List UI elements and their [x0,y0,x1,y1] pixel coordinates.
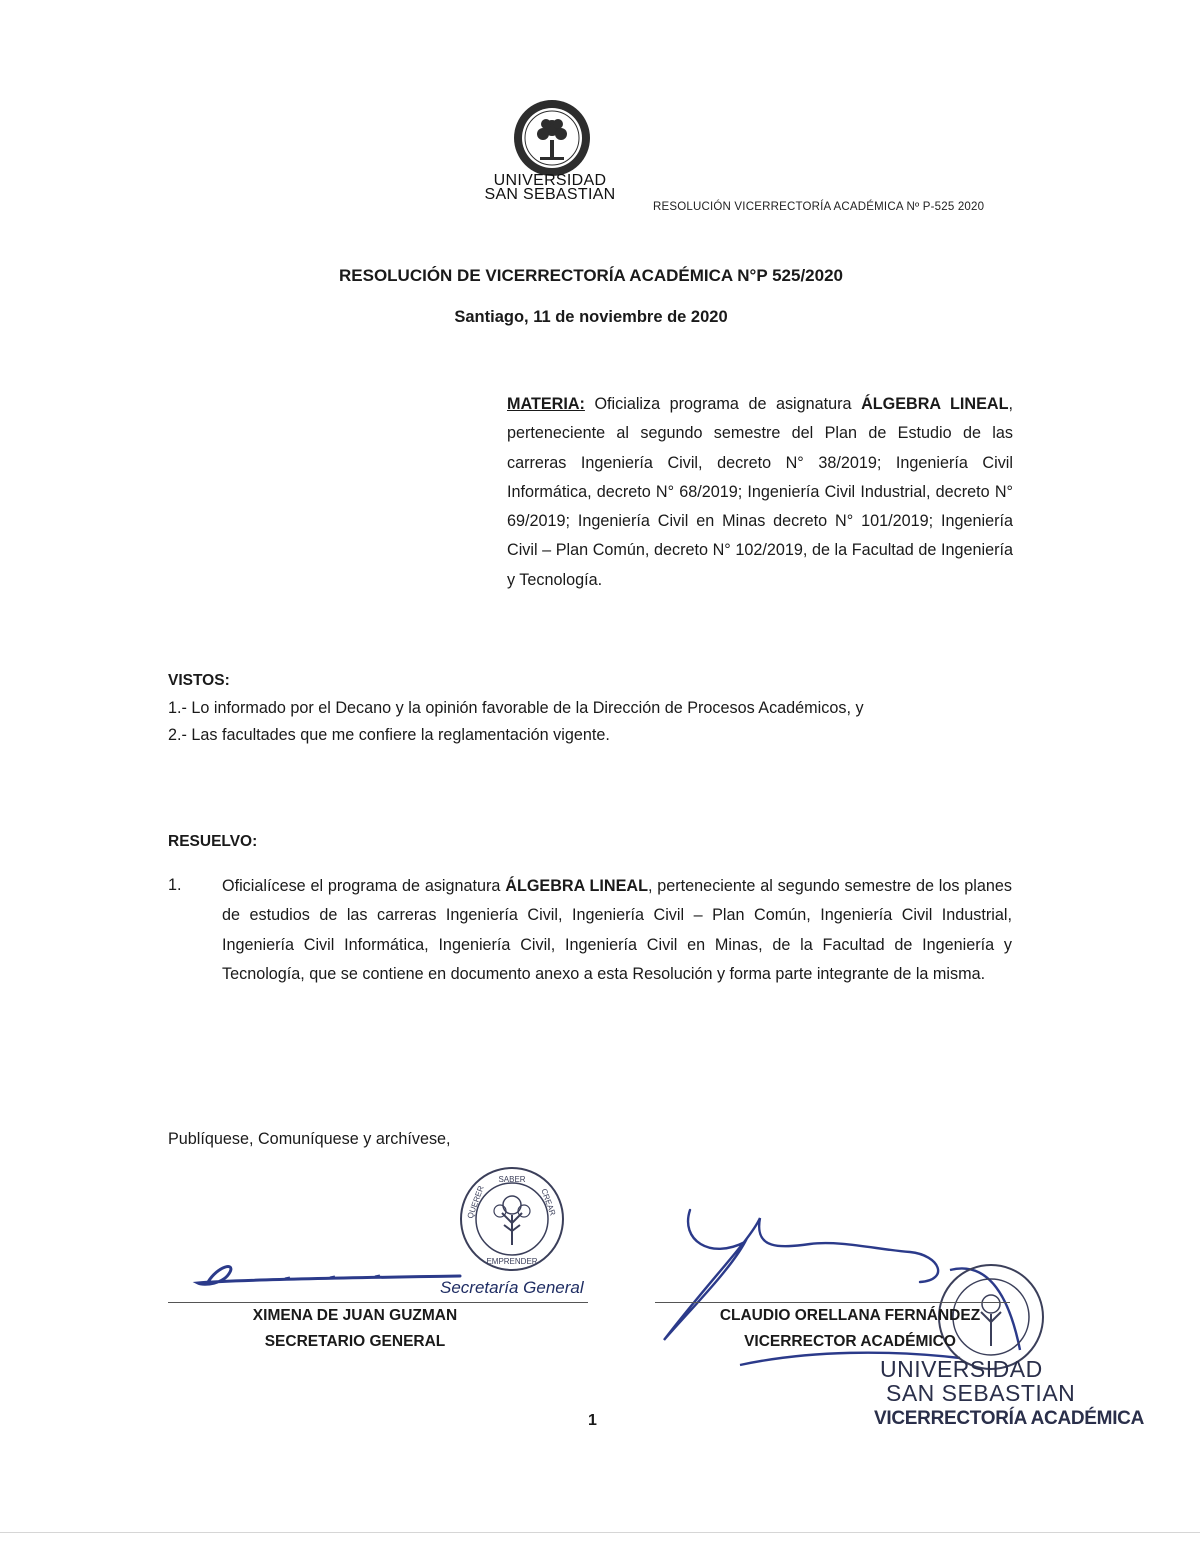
resuelvo-subject: ÁLGEBRA LINEAL [505,877,648,895]
closing-line: Publíquese, Comuníquese y archívese, [168,1130,451,1148]
resuelvo-text-2: , perteneciente al segundo semestre de los planes de estudios de las carreras Ingeniería Civil, Ingeniería Civil – Plan Común, Ingeniería Civil Industrial, Ingeniería Civil Informática, Ingeniería Civil, Ingeniería Civil en Minas, de la Facultad de Ingeniería y Tecnología, que se contiene en documento anexo a esta Resolución y forma parte integrante de la misma. [222,877,1012,983]
signer-right-name: CLAUDIO ORELLANA FERNÁNDEZ [719,1307,981,1324]
stamp-san-sebastian-line: SAN SEBASTIAN [886,1380,1076,1406]
materia-text-1: Oficializa programa de asignatura [584,395,862,413]
materia-paragraph [507,390,1013,595]
stamp-word-emprender: EMPRENDER [486,1257,538,1266]
signature-line-left [168,1302,588,1303]
stamp-university-line: UNIVERSIDAD [880,1356,1043,1382]
university-name-line1: UNIVERSIDAD [493,172,607,189]
signature-line-right [655,1302,1010,1303]
vistos-heading: VISTOS: [168,672,230,689]
header-reference: RESOLUCIÓN VICERRECTORÍA ACADÉMICA Nº P-525 2020 [653,201,985,213]
resuelvo-paragraph [222,872,1012,989]
stamp-label-secretaria: Secretaría General [440,1278,584,1297]
signer-right-title: VICERRECTOR ACADÉMICO [744,1333,956,1350]
stamp-word-querer: QUERER [465,1184,486,1220]
resuelvo-text-1: Oficialícese el programa de asignatura [222,877,506,895]
materia-text-2: , perteneciente al segundo semestre del Plan de Estudio de las carreras Ingeniería Civil, decreto N° 38/2019; Ingeniería Civil Informática, decreto N° 68/2019; Ingeniería Civil Industrial, decreto N° 69/2019; Ingeniería Civil en Minas decreto N° 101/2019; Ingeniería Civil – Plan Común, decreto N° 102/2019, de la Facultad de Ingeniería y Tecnología. [507,395,1013,589]
page-number: 1 [588,1412,597,1429]
signer-left-name: XIMENA DE JUAN GUZMAN [252,1307,458,1324]
stamp-vicerrectoria-line: VICERRECTORÍA ACADÉMICA [874,1408,1145,1429]
stamp-word-crear: CREAR [539,1187,558,1217]
signer-left-title: SECRETARIO GENERAL [264,1333,446,1350]
materia-subject: ÁLGEBRA LINEAL [861,395,1009,413]
materia-label: MATERIA: [507,395,585,413]
document-date: Santiago, 11 de noviembre de 2020 [454,308,728,326]
visto-item-1: 1.- Lo informado por el Decano y la opinión favorable de la Dirección de Procesos Académicos, y [168,699,864,717]
university-name-line2: SAN SEBASTIAN [484,186,616,203]
resuelvo-number: 1. [168,876,182,894]
stamp-word-saber: SABER [498,1175,526,1184]
university-seal-icon [512,98,592,178]
resuelvo-heading: RESUELVO: [168,833,258,850]
page-bottom-edge [0,1532,1200,1533]
visto-item-2: 2.- Las facultades que me confiere la reglamentación vigente. [168,726,610,744]
document-title: RESOLUCIÓN DE VICERRECTORÍA ACADÉMICA N°P 525/2020 [339,266,843,285]
